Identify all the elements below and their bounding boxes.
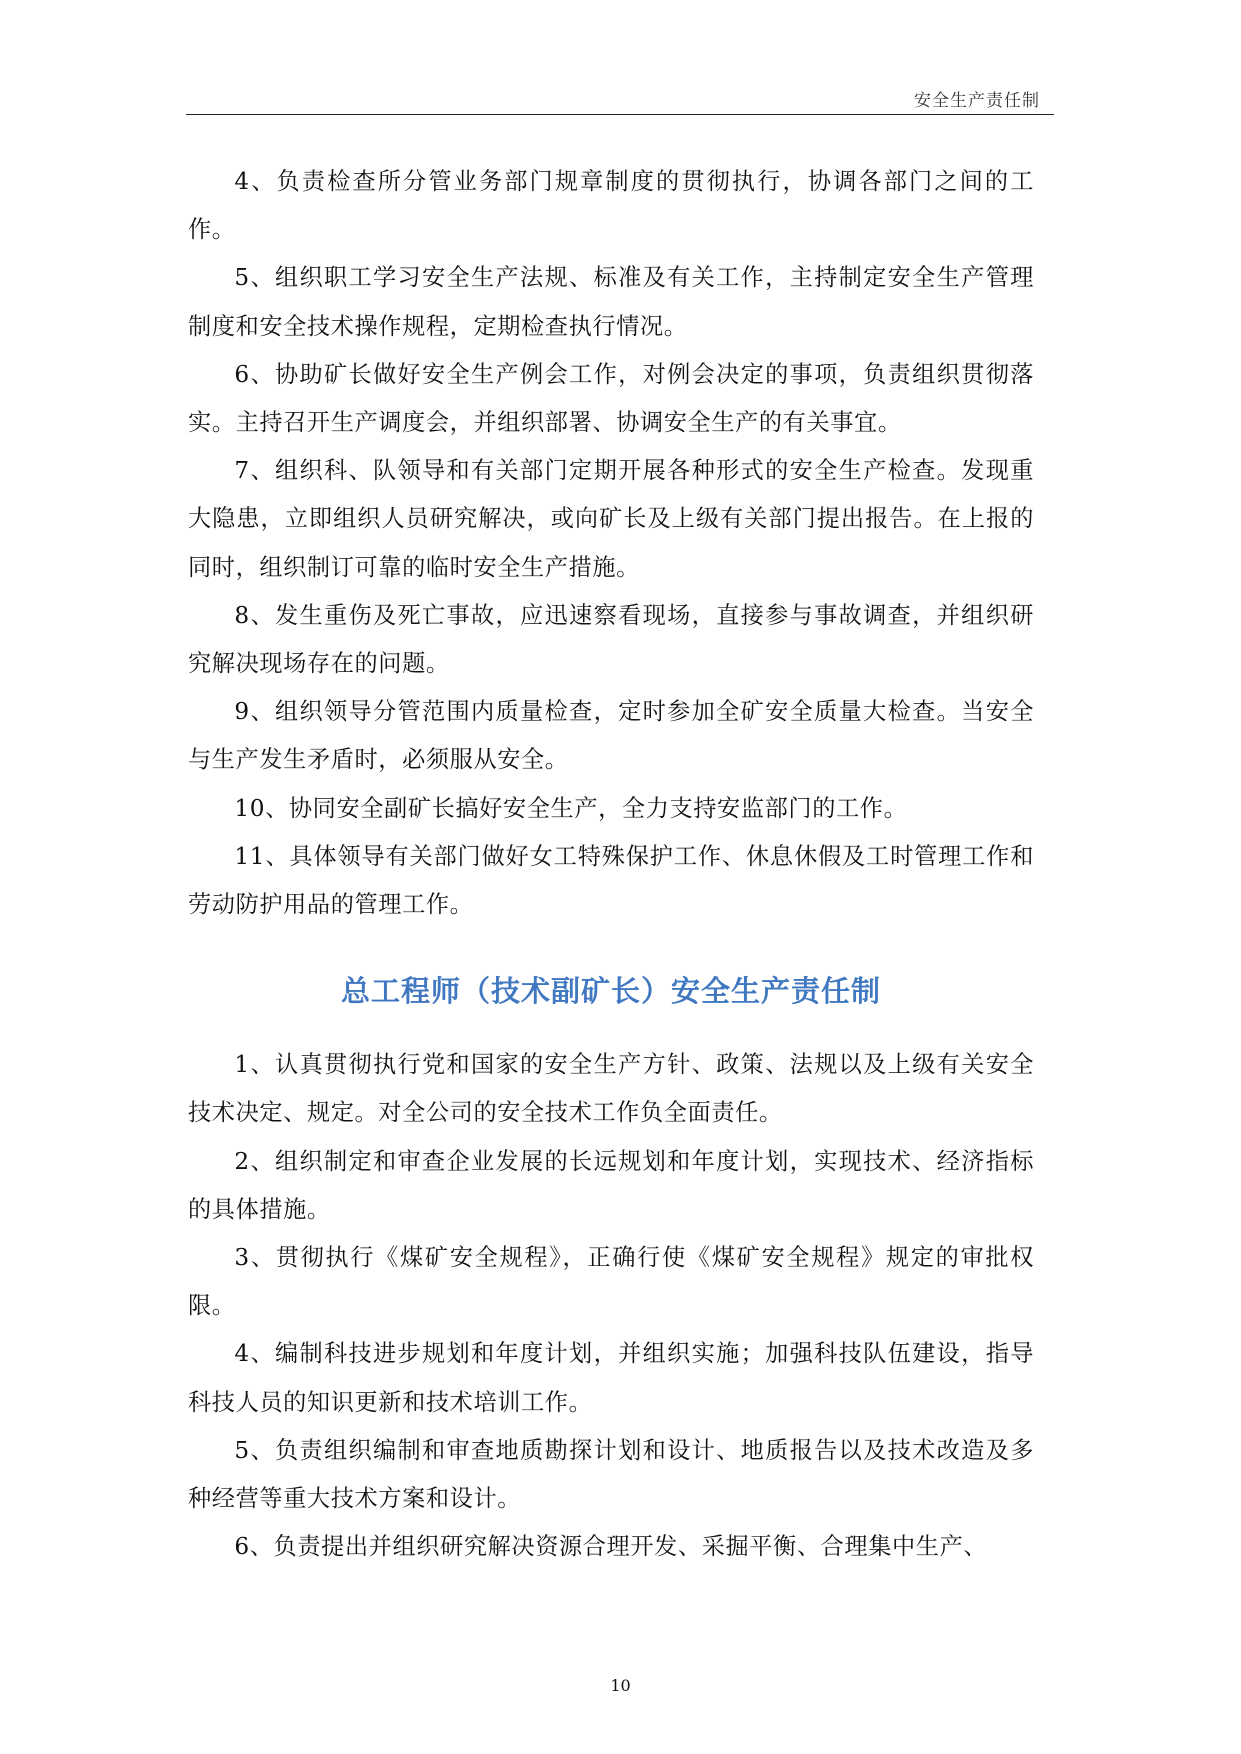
duty-item: 4、负责检查所分管业务部门规章制度的贯彻执行，协调各部门之间的工作。	[188, 168, 1034, 244]
duty-item: 5、组织职工学习安全生产法规、标准及有关工作，主持制定安全生产管理制度和安全技术操作规程，定期检查执行情况。	[188, 264, 1034, 340]
duty-item: 7、组织科、队领导和有关部门定期开展各种形式的安全生产检查。发现重大隐患，立即组织人员研究解决，或向矿长及上级有关部门提出报告。在上报的同时，组织制订可靠的临时安全生产措施。	[188, 457, 1034, 581]
duty-item: 2、组织制定和审查企业发展的长远规划和年度计划，实现技术、经济指标的具体措施。	[188, 1147, 1034, 1223]
duty-item: 9、组织领导分管范围内质量检查，定时参加全矿安全质量大检查。当安全与生产发生矛盾时，必须服从安全。	[188, 698, 1034, 774]
section-heading: 总工程师（技术副矿长）安全生产责任制	[340, 974, 881, 1009]
duty-item: 6、协助矿长做好安全生产例会工作，对例会决定的事项，负责组织贯彻落实。主持召开生产调度会，并组织部署、协调安全生产的有关事宜。	[188, 360, 1034, 437]
page-number: 10	[610, 1676, 631, 1695]
page-body	[188, 158, 1034, 1571]
duty-item: 11、具体领导有关部门做好女工特殊保护工作、休息休假及工时管理工作和劳动防护用品的管理工作。	[188, 842, 1034, 919]
duty-item: 8、发生重伤及死亡事故，应迅速察看现场，直接参与事故调查，并组织研究解决现场存在的问题。	[188, 601, 1034, 678]
header-divider	[186, 114, 1054, 115]
duty-item: 5、负责组织编制和审查地质勘探计划和设计、地质报告以及技术改造及多种经营等重大技术方案和设计。	[188, 1436, 1034, 1513]
duty-item: 4、编制科技进步规划和年度计划，并组织实施；加强科技队伍建设，指导科技人员的知识更新和技术培训工作。	[188, 1340, 1034, 1416]
running-header-title: 安全生产责任制	[914, 91, 1040, 111]
duty-item: 10、协同安全副矿长搞好安全生产，全力支持安监部门的工作。	[234, 794, 908, 822]
duty-item: 1、认真贯彻执行党和国家的安全生产方针、政策、法规以及上级有关安全技术决定、规定。对全公司的安全技术工作负全面责任。	[188, 1051, 1034, 1127]
duty-item: 3、贯彻执行《煤矿安全规程》，正确行使《煤矿安全规程》规定的审批权限。	[188, 1244, 1034, 1320]
duty-item: 6、负责提出并组织研究解决资源合理开发、采掘平衡、合理集中生产、	[234, 1533, 988, 1561]
